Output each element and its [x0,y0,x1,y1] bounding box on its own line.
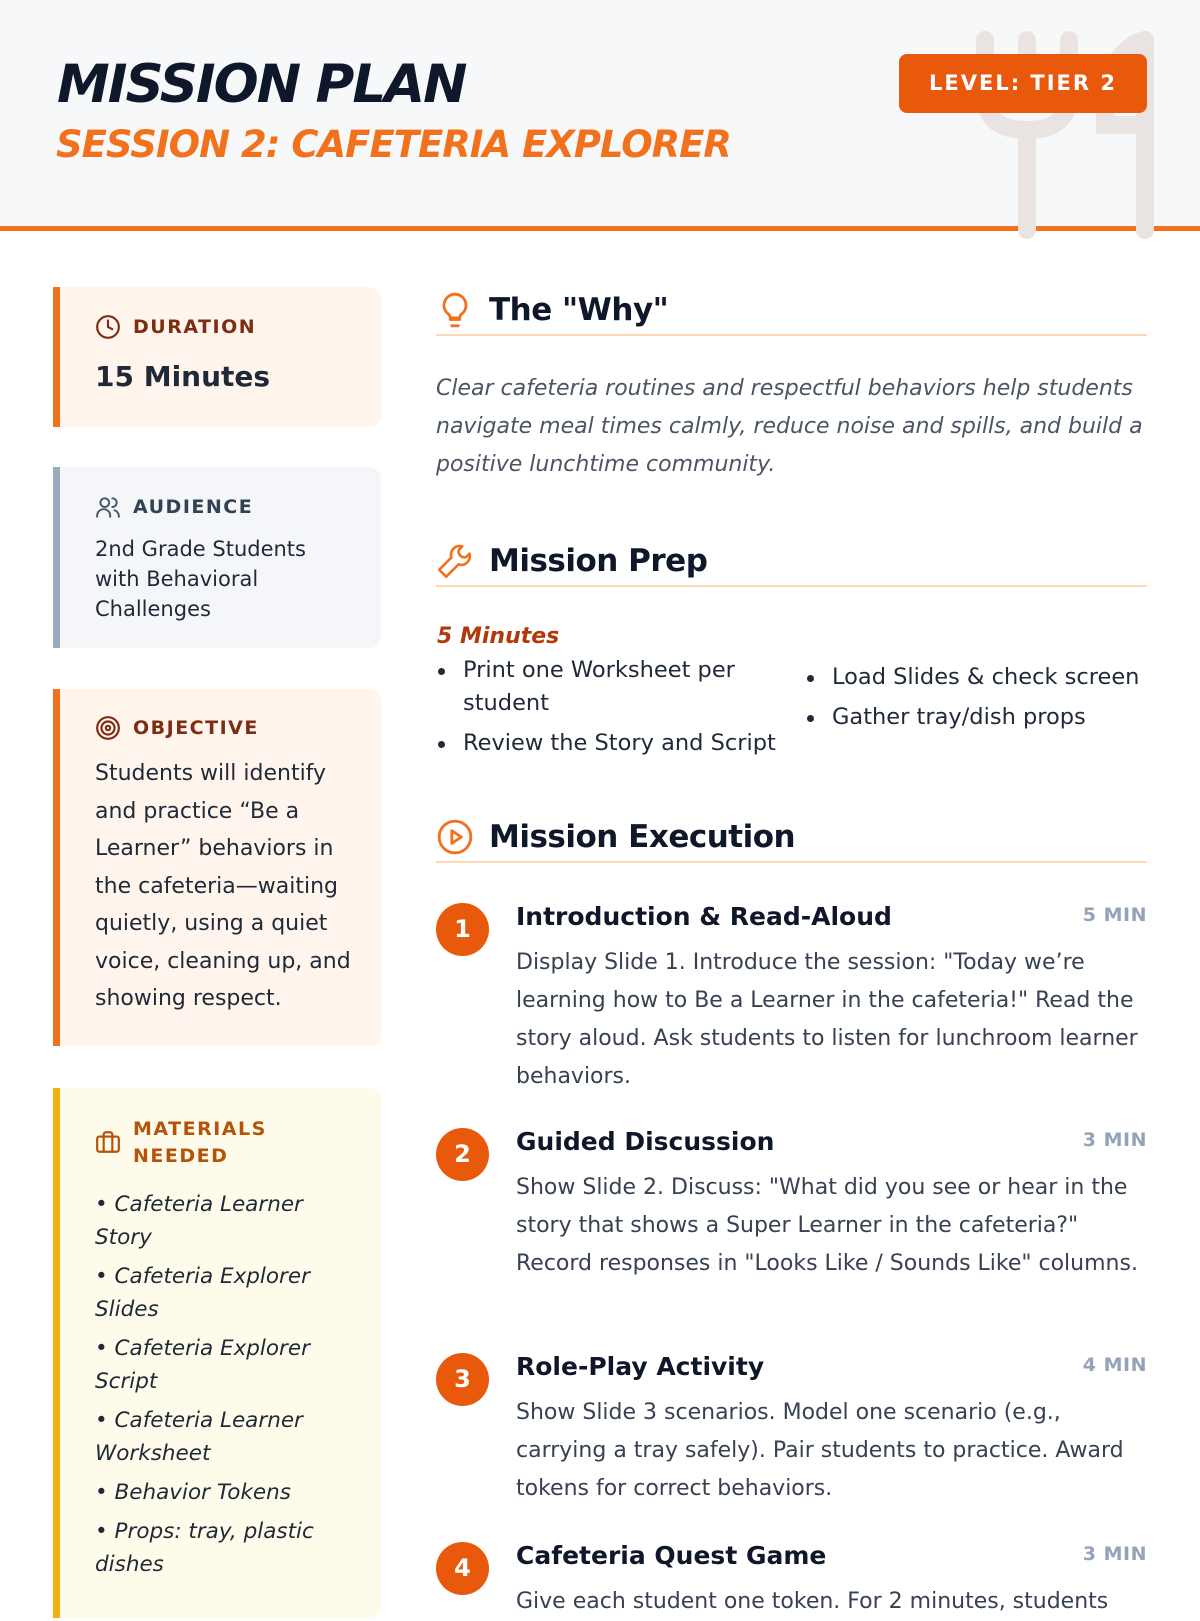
objective-value: Students will identify and practice “Be a Learner” behaviors in the cafeteria—waiting quietly, using a quiet voice, cleaning up, and showing respect. [95,761,351,1011]
wrench-icon [436,542,474,580]
list-item: Load Slides & check screen [805,661,1150,694]
step-title: Guided Discussion [516,1127,775,1156]
list-item: Gather tray/dish props [805,701,1150,734]
prep-section-header [436,537,1147,587]
step-text: Give each student one token. For 2 minutes, students [516,1589,1109,1614]
list-item: Review the Story and Script [436,727,786,760]
step-1 [436,900,1147,1090]
step-3 [436,1350,1147,1510]
execution-section-header [436,813,1147,863]
list-item: • Cafeteria Explorer Slides [95,1264,310,1322]
step-time: 5 MIN [1082,904,1147,926]
list-item: • Cafeteria Learner Worksheet [95,1408,303,1466]
list-item: • Cafeteria Explorer Script [95,1336,310,1394]
level-badge: LEVEL: TIER 2 [899,54,1147,113]
users-icon [95,494,121,520]
audience-card [53,467,381,648]
list-item: • Cafeteria Learner Story [95,1192,303,1250]
prep-list-right [805,661,1150,741]
materials-label: MATERIALS NEEDED [133,1118,267,1167]
clock-icon [95,314,121,340]
why-title: The "Why" [489,292,669,328]
execution-title: Mission Execution [489,819,796,855]
list-item: Print one Worksheet per student [436,654,786,720]
step-time: 4 MIN [1082,1354,1147,1376]
audience-label: AUDIENCE [133,496,254,518]
step-text: Show Slide 3 scenarios. Model one scenario (e.g., carrying a tray safely). Pair students to practice. Award tokens for correct behaviors. [516,1400,1124,1501]
prep-list-left [436,654,786,767]
step-time: 3 MIN [1082,1543,1147,1565]
step-2 [436,1125,1147,1315]
step-number: 1 [436,903,489,956]
step-number: 3 [436,1353,489,1406]
step-4 [436,1539,1147,1614]
duration-label-row [95,287,381,340]
step-title: Cafeteria Quest Game [516,1541,827,1570]
step-text: Display Slide 1. Introduce the session: "Today we’re learning how to Be a Learner in the cafeteria!" Read the story aloud. Ask students to listen for lunchroom learner behaviors. [516,950,1138,1089]
materials-list [95,1188,381,1581]
step-number: 2 [436,1128,489,1181]
step-title: Role-Play Activity [516,1352,765,1381]
duration-label: DURATION [133,316,257,338]
list-item: • Props: tray, plastic dishes [95,1519,314,1577]
why-text: Clear cafeteria routines and respectful behaviors help students navigate meal times calmly, reduce noise and spills, and build a positive lunchtime community. [436,376,1143,477]
objective-label-row [95,689,381,741]
materials-card [53,1088,381,1618]
materials-label-row [95,1088,381,1170]
step-number: 4 [436,1542,489,1595]
list-item: • Behavior Tokens [95,1480,291,1505]
prep-title: Mission Prep [489,543,708,579]
audience-label-row [95,467,381,520]
briefcase-icon [95,1129,121,1155]
step-text: Show Slide 2. Discuss: "What did you see or hear in the story that shows a Super Learner in the cafeteria?" Record responses in "Looks Like / Sounds Like" columns. [516,1175,1138,1276]
session-subtitle: SESSION 2: CAFETERIA EXPLORER [56,123,731,166]
duration-card [53,287,381,427]
objective-card [53,689,381,1046]
objective-label: OBJECTIVE [133,717,259,739]
header [0,0,1200,231]
prep-duration: 5 Minutes [437,624,560,649]
step-time: 3 MIN [1082,1129,1147,1151]
audience-value: 2nd Grade Students with Behavioral Challenges [95,537,306,621]
target-icon [95,715,121,741]
duration-value: 15 Minutes [95,360,271,393]
lightbulb-icon [436,291,474,329]
why-section-header [436,286,1147,336]
step-title: Introduction & Read-Aloud [516,902,892,931]
play-circle-icon [436,818,474,856]
page-title: MISSION PLAN [57,54,466,115]
